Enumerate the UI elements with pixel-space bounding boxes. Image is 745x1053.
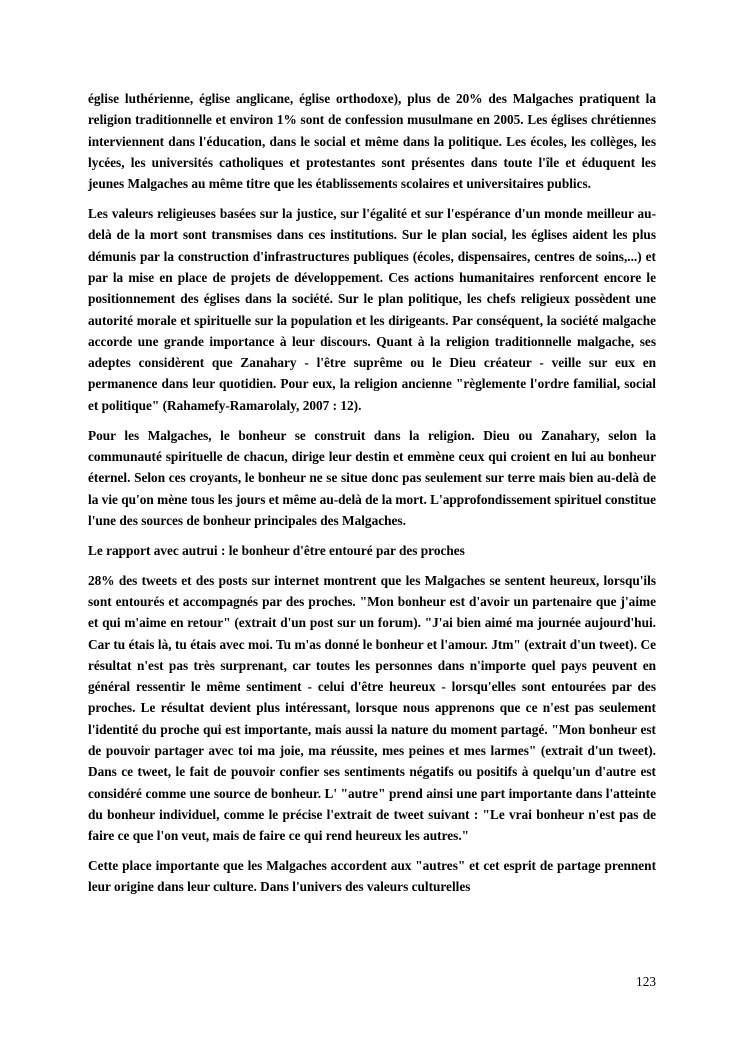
paragraph-tweets-relatives: 28% des tweets et des posts sur internet montrent que les Malgaches se sentent heureux, lorsqu'ils sont entourés et accompagnés par des proches. "Mon bonheur est d'avoir un partenaire que j'aime et qui m'aime en retour" (extrait d'un post sur un forum). "J'ai bien aimé ma journée aujourd'hui. Car tu étais là, tu étais avec moi. Tu m'as donné le bonheur et l'amour. Jtm" (extrait d'un tweet). Ce résultat n'est pas très surprenant, car toutes les personnes dans n'importe quel pays peuvent en général ressentir le même sentiment - celui d'être heureux - lorsqu'elles sont entourées par des proches. Le résultat devient plus intéressant, lorsque nous apprenons que ce n'est pas seulement l'identité du proche qui est importante, mais aussi la nature du moment partagé. "Mon bonheur est de pouvoir partager avec toi ma joie, ma réussite, mes peines et mes larmes" (extrait d'un tweet). Dans ce tweet, le fait de pouvoir confier ses sentiments négatifs ou positifs à quelqu'un d'autre est considéré comme une source de bonheur. L' "autre" prend ainsi une part importante dans l'atteinte du bonheur individuel, comme le précise l'extrait de tweet suivant : "Le vrai bonheur n'est pas de faire ce que l'on veut, mais de faire ce qui rend heureux les autres." xyxy=(88,572,656,844)
paragraph-happiness-religion: Pour les Malgaches, le bonheur se construit dans la religion. Dieu ou Zanahary, selon la communauté spirituelle de chacun, dirige leur destin et emmène ceux qui croient en lui au bonheur éternel. Selon ces croyants, le bonheur ne se situe donc pas seulement sur terre mais bien au-delà de la vie qu'on mène tous les jours et même au-delà de la mort. L'approfondissement spirituel constitue l'une des sources de bonheur principales des Malgaches. xyxy=(88,427,656,528)
body-text xyxy=(88,88,656,906)
paragraph-sharing-culture: Cette place importante que les Malgaches accordent aux "autres" et cet esprit de partage prennent leur origine dans leur culture. Dans l'univers des valeurs culturelles xyxy=(88,858,656,895)
section-heading: Le rapport avec autrui : le bonheur d'être entouré par des proches xyxy=(88,542,465,558)
page-number: 123 xyxy=(636,974,656,989)
paragraph-religions-education: église luthérienne, église anglicane, église orthodoxe), plus de 20% des Malgaches pratiquent la religion traditionnelle et environ 1% sont de confession musulmane en 2005. Les églises chrétiennes interviennent dans l'éducation, dans le social et même dans la politique. Les écoles, les collèges, les lycées, les universités catholiques et protestantes sont présentes dans toute l'île et éduquent les jeunes Malgaches au même titre que les établissements scolaires et universitaires publics. xyxy=(88,91,656,192)
paragraph-religious-values: Les valeurs religieuses basées sur la justice, sur l'égalité et sur l'espérance d'un monde meilleur au-delà de la mort sont transmises dans ces institutions. Sur le plan social, les églises aident les plus démunis par la construction d'infrastructures publiques (écoles, dispensaires, centres de soins,...) et par la mise en place de projets de développement. Ces actions humanitaires renforcent encore le positionnement des églises dans la société. Sur le plan politique, les chefs religieux possèdent une autorité morale et spirituelle sur la population et les dirigeants. Par conséquent, la société malgache accorde une grande importance à leur discours. Quant à la religion traditionnelle malgache, ses adeptes considèrent que Zanahary - l'être suprême ou le Dieu créateur - veille sur eux en permanence dans leur quotidien. Pour eux, la religion ancienne "règlemente l'ordre familial, social et politique" (Rahamefy-Ramarolaly, 2007 : 12). xyxy=(88,206,656,413)
